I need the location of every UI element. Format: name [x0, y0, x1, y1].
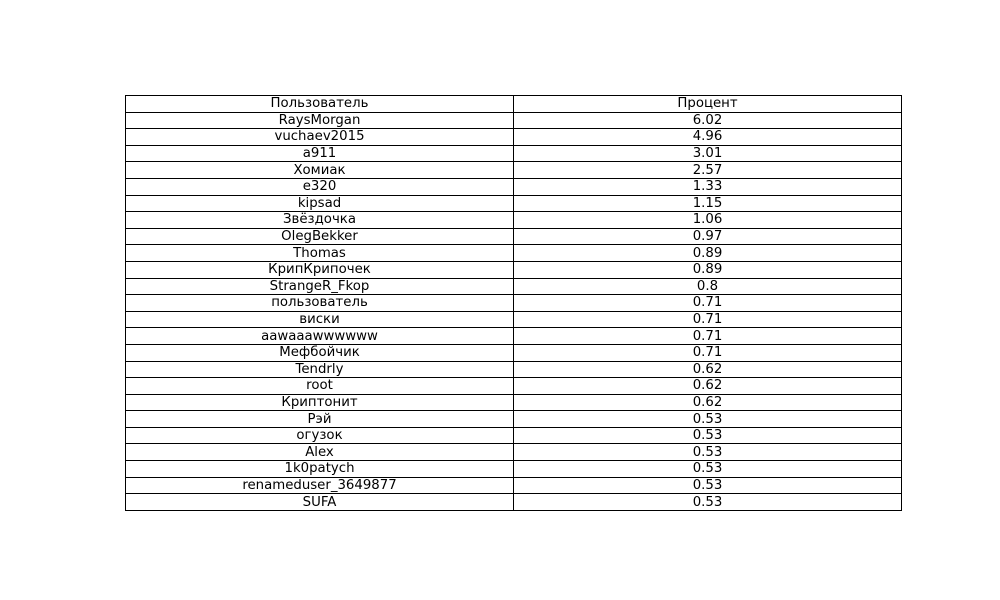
cell-user: RaysMorgan: [126, 112, 514, 129]
cell-user: root: [126, 378, 514, 395]
cell-user: виски: [126, 311, 514, 328]
cell-user: Thomas: [126, 245, 514, 262]
cell-user: Alex: [126, 444, 514, 461]
table-row: [126, 261, 902, 278]
cell-user: огузок: [126, 427, 514, 444]
cell-percent: 0.62: [514, 378, 902, 395]
cell-percent: 0.71: [514, 295, 902, 312]
table-row: [126, 344, 902, 361]
table-row: [126, 427, 902, 444]
column-header-user: Пользователь: [126, 96, 514, 113]
cell-percent: 6.02: [514, 112, 902, 129]
cell-user: Мефбойчик: [126, 344, 514, 361]
table-row: [126, 162, 902, 179]
cell-percent: 0.97: [514, 228, 902, 245]
cell-percent: 0.53: [514, 494, 902, 511]
table-row: [126, 411, 902, 428]
table-row: [126, 378, 902, 395]
cell-percent: 1.06: [514, 212, 902, 229]
cell-user: StrangeR_Fkop: [126, 278, 514, 295]
table-row: [126, 477, 902, 494]
cell-user: renameduser_3649877: [126, 477, 514, 494]
cell-percent: 1.15: [514, 195, 902, 212]
cell-percent: 0.62: [514, 394, 902, 411]
cell-percent: 0.71: [514, 328, 902, 345]
cell-user: КрипКрипочек: [126, 261, 514, 278]
table-row: [126, 212, 902, 229]
table-row: [126, 328, 902, 345]
cell-user: Рэй: [126, 411, 514, 428]
cell-user: Tendrly: [126, 361, 514, 378]
cell-percent: 4.96: [514, 129, 902, 146]
table-row: [126, 245, 902, 262]
cell-user: vuchaev2015: [126, 129, 514, 146]
cell-percent: 0.53: [514, 477, 902, 494]
cell-percent: 0.53: [514, 411, 902, 428]
table-row: [126, 444, 902, 461]
table-row: [126, 278, 902, 295]
cell-percent: 3.01: [514, 145, 902, 162]
cell-user: OlegBekker: [126, 228, 514, 245]
cell-user: пользователь: [126, 295, 514, 312]
cell-percent: 0.89: [514, 261, 902, 278]
table-row: [126, 145, 902, 162]
table-row: [126, 112, 902, 129]
data-table: [125, 95, 902, 511]
cell-percent: 0.53: [514, 444, 902, 461]
cell-user: a911: [126, 145, 514, 162]
table-row: [126, 361, 902, 378]
table-row: [126, 295, 902, 312]
cell-user: e320: [126, 178, 514, 195]
cell-user: Звёздочка: [126, 212, 514, 229]
cell-percent: 0.53: [514, 461, 902, 478]
cell-user: SUFA: [126, 494, 514, 511]
cell-user: kipsad: [126, 195, 514, 212]
cell-percent: 0.71: [514, 311, 902, 328]
column-header-percent: Процент: [514, 96, 902, 113]
table-header-row: [126, 96, 902, 113]
cell-percent: 0.53: [514, 427, 902, 444]
cell-percent: 0.71: [514, 344, 902, 361]
table-row: [126, 394, 902, 411]
cell-percent: 1.33: [514, 178, 902, 195]
table-row: [126, 178, 902, 195]
cell-user: aawaaawwwwww: [126, 328, 514, 345]
table-row: [126, 129, 902, 146]
table-row: [126, 228, 902, 245]
table-row: [126, 195, 902, 212]
cell-user: 1k0patych: [126, 461, 514, 478]
table-row: [126, 461, 902, 478]
cell-percent: 0.62: [514, 361, 902, 378]
table-body: [126, 112, 902, 510]
cell-user: Хомиак: [126, 162, 514, 179]
cell-user: Криптонит: [126, 394, 514, 411]
cell-percent: 0.89: [514, 245, 902, 262]
cell-percent: 2.57: [514, 162, 902, 179]
cell-percent: 0.8: [514, 278, 902, 295]
table-row: [126, 494, 902, 511]
table-row: [126, 311, 902, 328]
